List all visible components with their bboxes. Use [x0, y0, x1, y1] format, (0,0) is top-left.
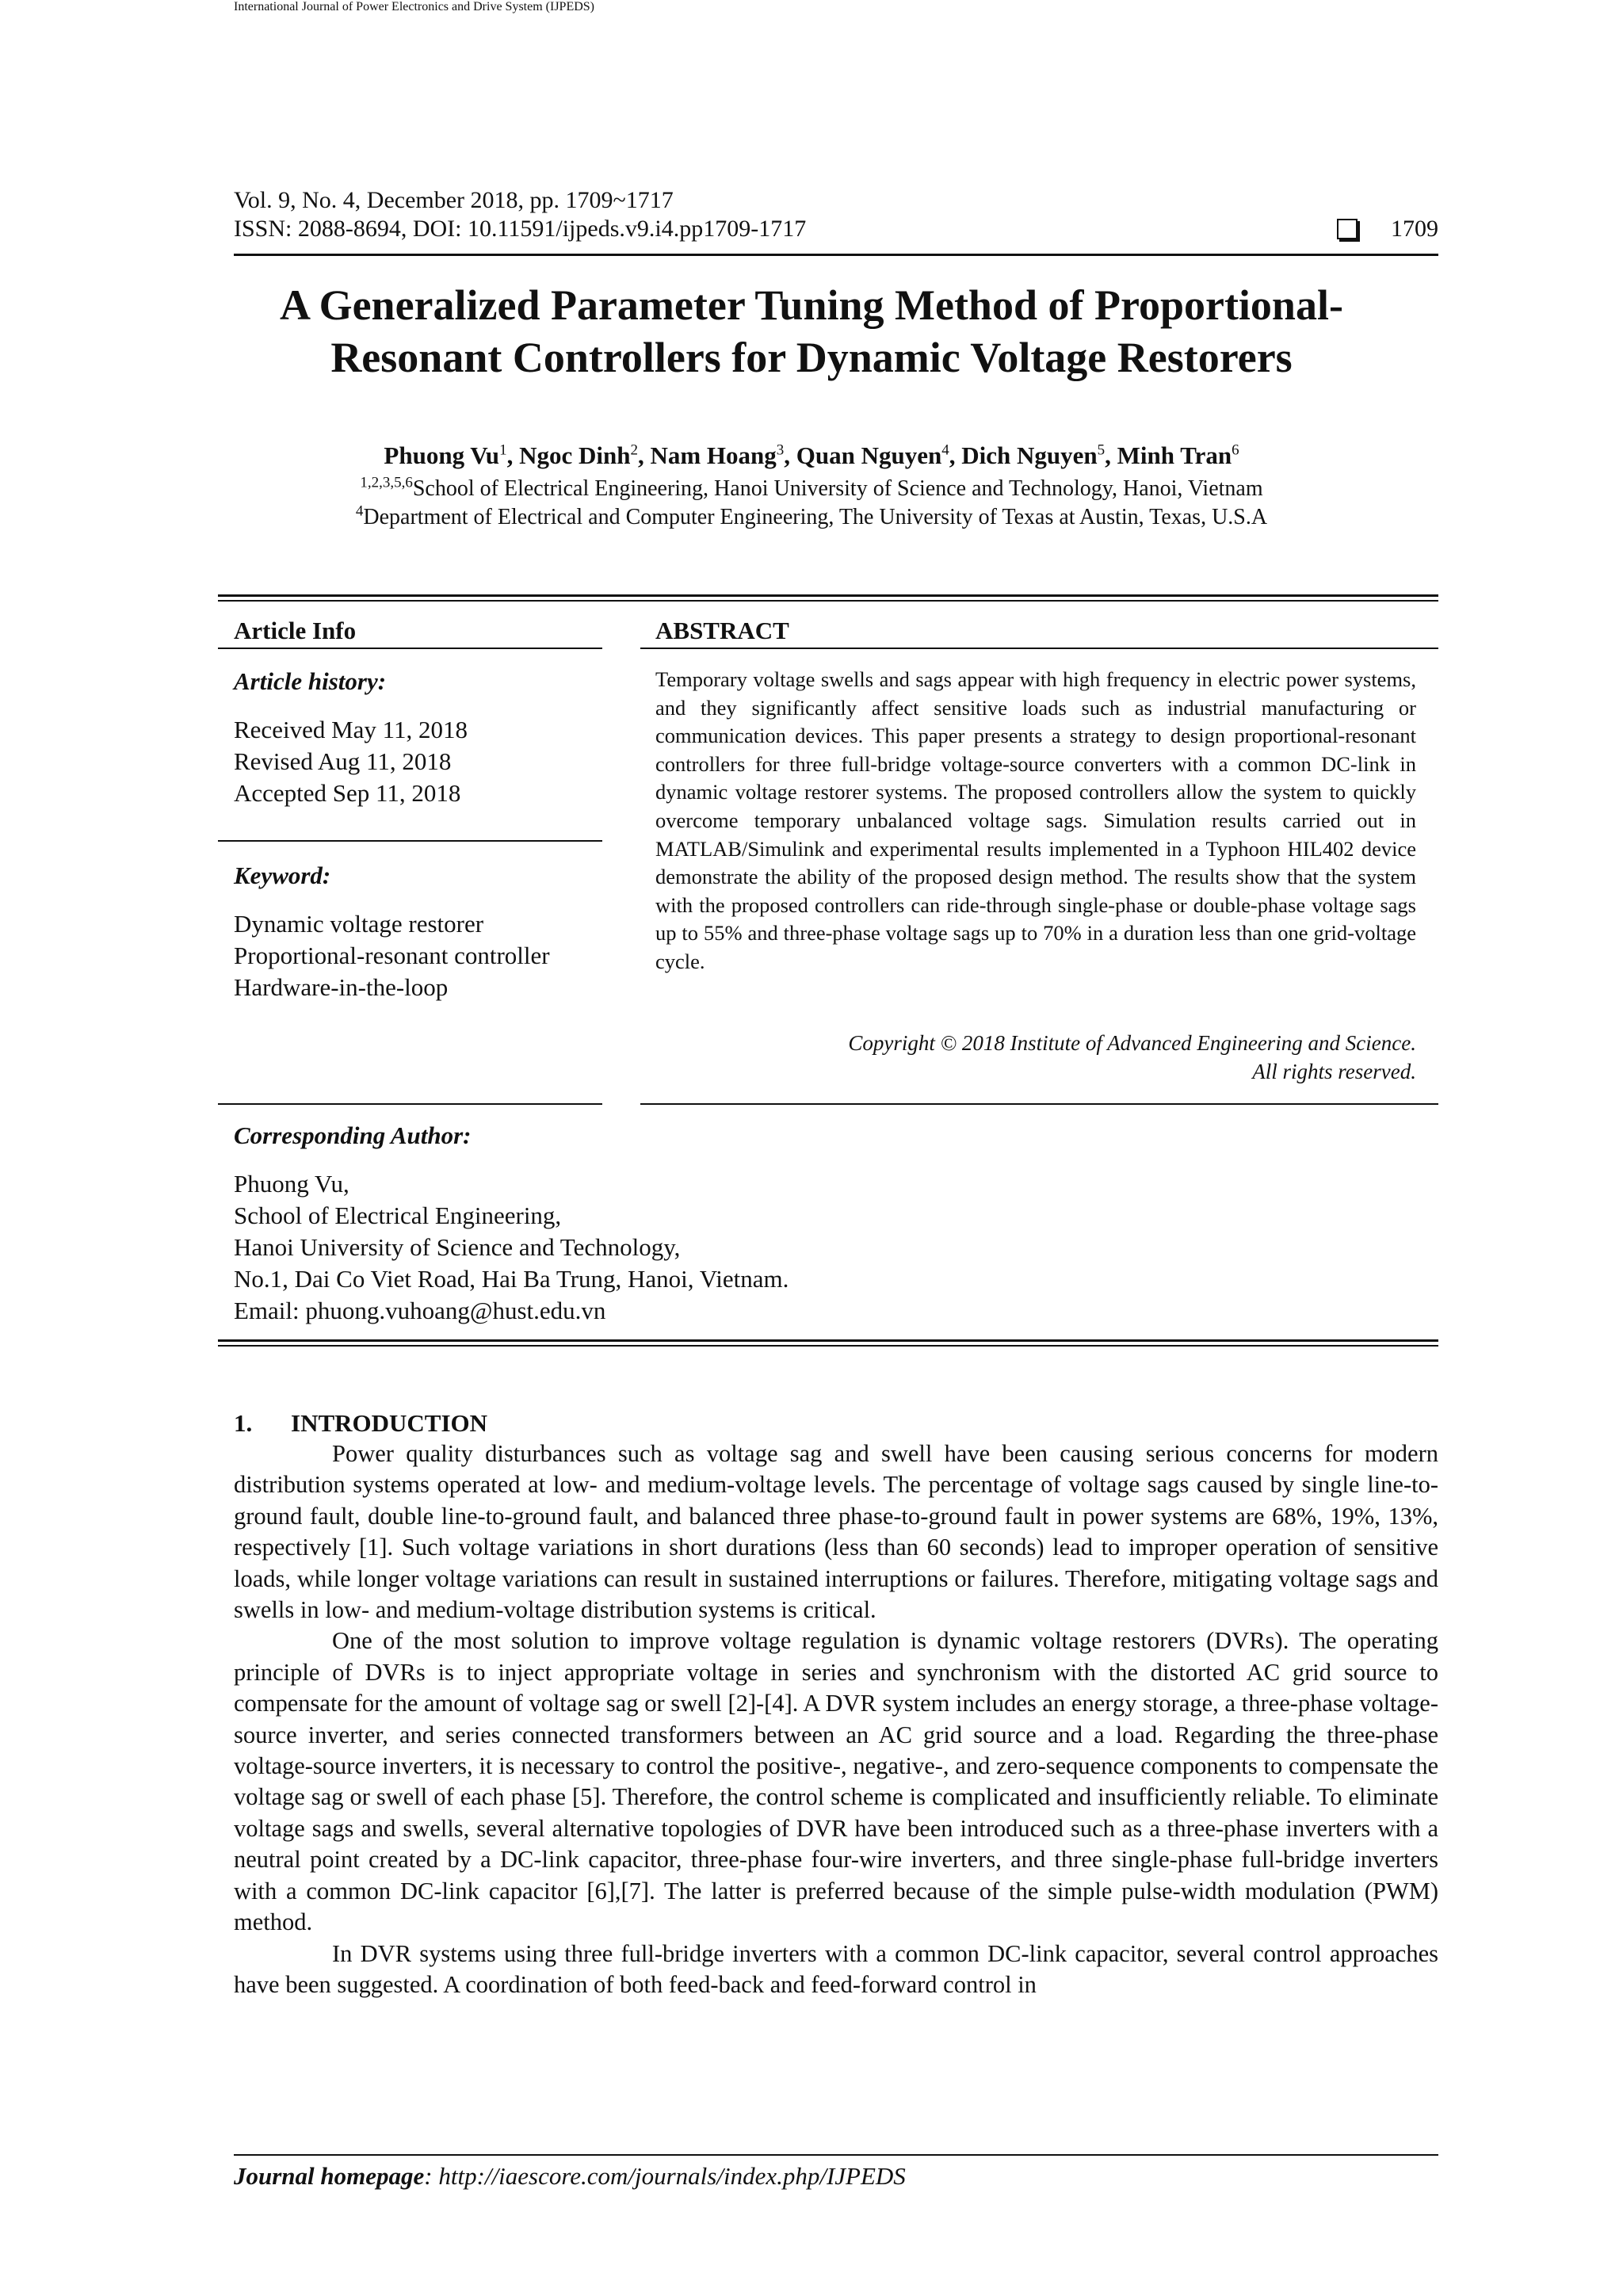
- header-rule: [234, 254, 1438, 256]
- corresponding-line: Hanoi University of Science and Technology,: [234, 1233, 681, 1261]
- abstract-bottom-rule: [640, 1103, 1438, 1105]
- section-heading-introduction: 1. INTRODUCTION: [234, 1409, 488, 1437]
- paragraph: In DVR systems using three full-bridge inverters with a common DC-link capacitor, several control approaches have been suggested. A coordination of both feed-back and feed-forward control in: [234, 1939, 1438, 1998]
- author: Nam Hoang$^3$,: [650, 441, 796, 469]
- corresponding-line: School of Electrical Engineering,: [234, 1201, 562, 1229]
- info-box-top-rule-2: [218, 600, 1438, 602]
- title-line-2: Resonant Controllers for Dynamic Voltage Restorers: [330, 334, 1293, 381]
- accepted-date: Accepted Sep 11, 2018: [234, 779, 461, 807]
- affiliation-1: $^{1,2,3,5,6}$School of Electrical Engineering, Hanoi University of Science and Technology, Hanoi, Vietnam: [360, 474, 1263, 501]
- author: Ngoc Dinh$^2$,: [519, 441, 651, 469]
- author: Phuong Vu$^1$,: [384, 441, 520, 469]
- paragraph: One of the most solution to improve voltage regulation is dynamic voltage restorers (DVRs). The operating principle of DVRs is to inject appropriate voltage in series and synchronism with the distorted AC grid source to compensate for the amount of voltage sag or swell [2]-[4]. A DVR system includes an energy storage, a three-phase voltage-source inverter, and series connected transformers between an AC grid source and a load. Regarding the three-phase voltage-source inverters, it is necessary to control the positive-, negative-, and zero-sequence components to compensate the voltage sag or swell of each phase [5]. Therefore, the control scheme is complicated and insufficiently reliable. To eliminate voltage sags and swells, several alternative topologies of DVR have been introduced such as a three-phase inverters with a neutral point created by a DC-link capacitor, three-phase four-wire inverters, and three single-phase full-bridge inverters with a common DC-link capacitor [6],[7]. The latter is preferred because of the simple pulse-width modulation (PWM) method.: [234, 1627, 1438, 1936]
- paper-title: [158, 279, 1465, 384]
- keyword-item: Dynamic voltage restorer: [234, 910, 484, 938]
- author: Quan Nguyen$^4$,: [796, 441, 962, 469]
- page-number-group: [1337, 215, 1438, 243]
- journal-name: International Journal of Power Electronics and Drive System (IJPEDS): [234, 0, 595, 13]
- article-info-rule: [218, 648, 602, 649]
- keyword-rule: [218, 840, 602, 842]
- article-history-label: Article history:: [234, 667, 387, 695]
- paragraph: Power quality disturbances such as voltage sag and swell have been causing serious concerns for modern distribution systems operated at low- and medium-voltage levels. The percentage of voltage sags caused by single line-to-ground fault, double line-to-ground fault, and balanced three phase-to-ground fault in power systems are 68%, 19%, 13%, respectively [1]. Such voltage variations in short durations (less than 60 seconds) lead to improper operation of sensitive loads, while longer voltage variations can result in sustained interruptions or failures. Therefore, mitigating voltage sags and swells in low- and medium-voltage distribution systems is critical.: [234, 1440, 1438, 1624]
- received-date: Received May 11, 2018: [234, 716, 468, 743]
- corresponding-email: Email: phuong.vuhoang@hust.edu.vn: [234, 1297, 606, 1324]
- page-number: 1709: [1391, 216, 1438, 242]
- journal-homepage-link[interactable]: : http://iaescore.com/journals/index.php/IJPEDS: [424, 2162, 906, 2190]
- footer-rule: [234, 2154, 1438, 2156]
- info-box-top-rule: [218, 594, 1438, 597]
- keyword-item: Proportional-resonant controller: [234, 942, 550, 969]
- title-line-1: A Generalized Parameter Tuning Method of Proportional-: [280, 281, 1343, 329]
- introduction-body: [234, 1438, 1438, 2000]
- keyword-label: Keyword:: [234, 861, 331, 889]
- corresponding-line: Phuong Vu,: [234, 1170, 349, 1198]
- affiliation-2: $^4$Department of Electrical and Computer Engineering, The University of Texas at Austin, Texas, U.S.A: [355, 502, 1268, 529]
- info-box-bottom-rule-2: [218, 1345, 1438, 1347]
- journal-issn-row: [234, 215, 1438, 243]
- article-info-bottom-rule: [218, 1103, 602, 1105]
- author-list: [158, 440, 1465, 472]
- checkbox-icon: [1337, 219, 1358, 239]
- info-box-bottom-rule: [218, 1339, 1438, 1342]
- journal-issn: ISSN: 2088-8694, DOI: 10.11591/ijpeds.v9.i4.pp1709-1717: [234, 216, 807, 242]
- abstract-heading: ABSTRACT: [655, 617, 789, 644]
- article-info-heading: Article Info: [234, 617, 357, 644]
- corresponding-label: Corresponding Author:: [234, 1121, 472, 1149]
- journal-volume: Vol. 9, No. 4, December 2018, pp. 1709~1717: [234, 187, 674, 213]
- journal-homepage: Journal homepage: http://iaescore.com/journals/index.php/IJPEDS: [234, 2162, 906, 2190]
- author: Dich Nguyen$^5$,: [961, 441, 1117, 469]
- abstract-text: Temporary voltage swells and sags appear with high frequency in electric power systems, and they significantly affect sensitive loads such as industrial manufacturing or communication devices. This paper presents a strategy to design proportional-resonant controllers for three full-bridge voltage-source converters with a common DC-link in dynamic voltage restorer systems. The proposed controllers allow the system to quickly overcome temporary unbalanced voltage sags. Simulation results carried out in MATLAB/Simulink and experimental results implemented in a Typhoon HIL402 device demonstrate the ability of the proposed design method. The results show that the system with the proposed controllers can ride-through single-phase or double-phase voltage sags up to 55% and three-phase voltage sags up to 70% in a duration less than one grid-voltage cycle.: [655, 667, 1416, 973]
- copyright-line-1: Copyright © 2018 Institute of Advanced Engineering and Science.: [848, 1031, 1416, 1055]
- corresponding-line: No.1, Dai Co Viet Road, Hai Ba Trung, Hanoi, Vietnam.: [234, 1265, 789, 1293]
- abstract-rule: [640, 648, 1438, 649]
- revised-date: Revised Aug 11, 2018: [234, 747, 452, 775]
- keyword-item: Hardware-in-the-loop: [234, 973, 449, 1001]
- author: Minh Tran$^6$: [1117, 441, 1239, 469]
- copyright-line-2: All rights reserved.: [1252, 1060, 1416, 1083]
